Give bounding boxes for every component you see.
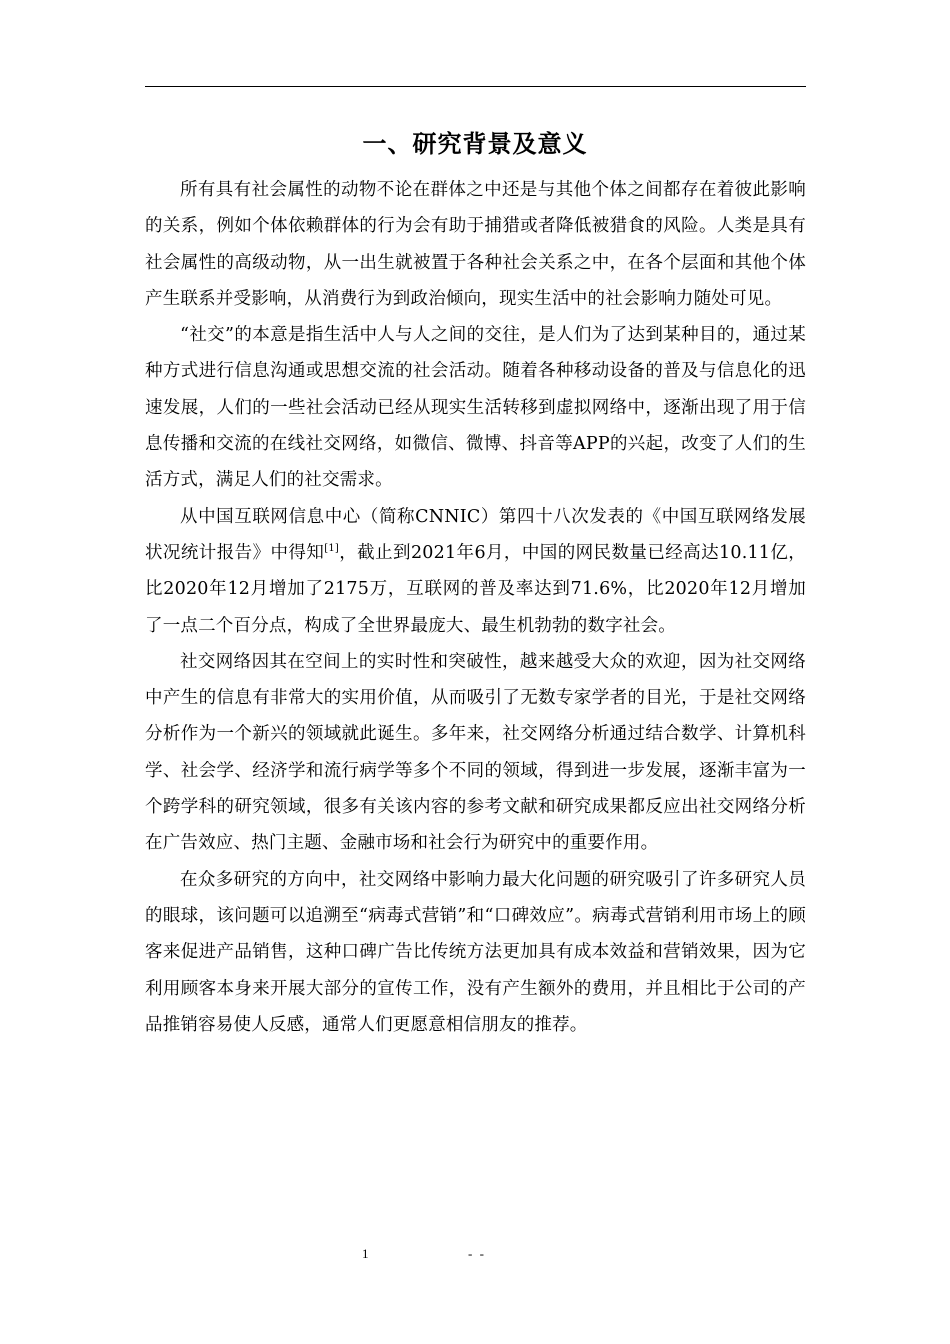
paragraph-1-text: 所有具有社会属性的动物不论在群体之中还是与其他个体之间都存在着彼此影响的关系，例如个体依赖群体的行为会有助于捕猎或者降低被猎食的风险。人类是具有社会属性的高级动物，从一出生就被置于各种社会关系之中，在各个层面和其他个体产生联系并受影响，从消费行为到政治倾向，现实生活中的社会影响力随处可见。 <box>145 180 806 309</box>
page-number: 1 <box>362 1246 369 1261</box>
paragraph-3-text-after: ，截止到2021年6月，中国的网民数量已经高达10.11亿，比2020年12月增加了2175万，互联网的普及率达到71.6%，比2020年12月增加了一点二个百分点，构成了全世界最庞大、最生机勃勃的数字社会。 <box>145 542 806 636</box>
paragraph-5 <box>145 862 806 1043</box>
paragraph-1 <box>145 172 806 317</box>
paragraph-2-text: “社交”的本意是指生活中人与人之间的交往，是人们为了达到某种目的，通过某种方式进行信息沟通或思想交流的社会活动。随着各种移动设备的普及与信息化的迅速发展，人们的一些社会活动已经从现实生活转移到虚拟网络中，逐渐出现了用于信息传播和交流的在线社交网络，如微信、微博、抖音等APP的兴起，改变了人们的生活方式，满足人们的社交需求。 <box>145 325 806 491</box>
body-text <box>145 172 806 1043</box>
footer-dashes: - - <box>468 1246 486 1261</box>
section-title: 一、研究背景及意义 <box>362 130 588 158</box>
paragraph-3-text-before: 从中国互联网信息中心（简称CNNIC）第四十八次发表的《中国互联网络发展状况统计报告》中得知 <box>145 506 806 563</box>
paragraph-5-text: 在众多研究的方向中，社交网络中影响力最大化问题的研究吸引了许多研究人员的眼球，该问题可以追溯至“病毒式营销”和“口碑效应”。病毒式营销利用市场上的顾客来促进产品销售，这种口碑广告比传统方法更加具有成本效益和营销效果，因为它利用顾客本身来开展大部分的宣传工作，没有产生额外的费用，并且相比于公司的产品推销容易使人反感，通常人们更愿意相信朋友的推荐。 <box>145 869 806 1035</box>
paragraph-4-text: 社交网络因其在空间上的实时性和突破性，越来越受大众的欢迎，因为社交网络中产生的信息有非常大的实用价值，从而吸引了无数专家学者的目光，于是社交网络分析作为一个新兴的领域就此诞生。多年来，社交网络分析通过结合数学、计算机科学、社会学、经济学和流行病学等多个不同的领域，得到进一步发展，逐渐丰富为一个跨学科的研究领域，很多有关该内容的参考文献和研究成果都反应出社交网络分析在广告效应、热门主题、金融市场和社会行为研究中的重要作用。 <box>145 651 806 854</box>
paragraph-3 <box>145 499 806 644</box>
citation-ref[interactable]: [1] <box>324 543 340 555</box>
paragraph-2 <box>145 317 806 498</box>
paragraph-4 <box>145 644 806 862</box>
header-rule <box>145 86 806 87</box>
